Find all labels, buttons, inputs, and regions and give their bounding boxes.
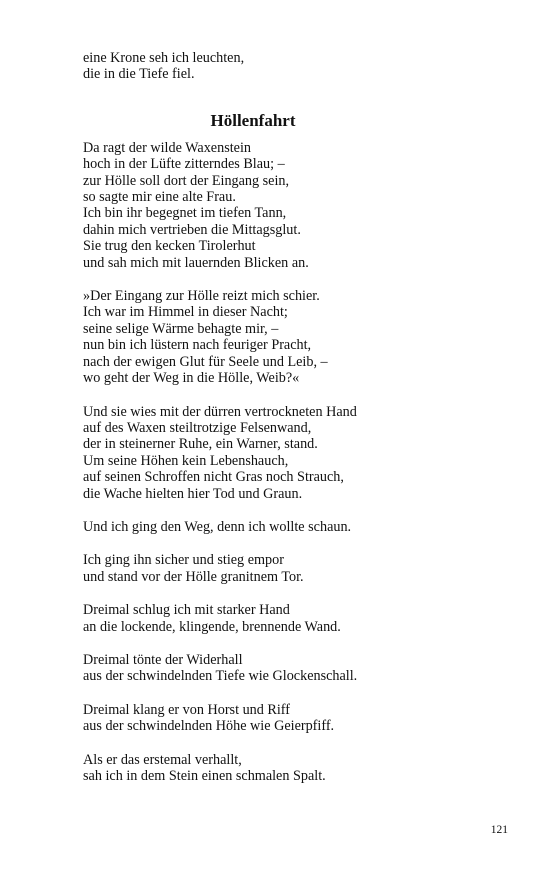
- poem-line: an die lockende, klingende, brennende Wand.: [83, 618, 341, 635]
- poem-line: nun bin ich lüstern nach feuriger Pracht,: [83, 337, 312, 354]
- poem-line: so sagte mir eine alte Frau.: [83, 189, 236, 206]
- stanza-3: [83, 404, 483, 502]
- poem-line: wo geht der Weg in die Hölle, Weib?«: [83, 370, 300, 387]
- poem-line: Ich ging ihn sicher und stieg empor: [83, 552, 284, 569]
- poem-line: der in steinerner Ruhe, ein Warner, stand.: [83, 436, 318, 453]
- poem-line: eine Krone seh ich leuchten,: [83, 50, 245, 66]
- poem-line: Um seine Höhen kein Lebenshauch,: [83, 452, 289, 469]
- poem-line: Als er das erstemal verhallt,: [83, 751, 242, 768]
- poem-line: Dreimal klang er von Horst und Riff: [83, 701, 290, 718]
- poem-line: Ich war im Himmel in dieser Nacht;: [83, 304, 288, 321]
- poem-line: Ich bin ihr begegnet im tiefen Tann,: [83, 205, 287, 222]
- poem-line: und stand vor der Hölle granitnem Tor.: [83, 568, 304, 585]
- poem-line: Und sie wies mit der dürren vertrockneten Hand: [83, 403, 357, 420]
- poem-line: Und ich ging den Weg, denn ich wollte schaun.: [83, 518, 352, 535]
- poem-line: zur Hölle soll dort der Eingang sein,: [83, 172, 290, 189]
- poem-line: die in die Tiefe fiel.: [83, 66, 195, 83]
- poem-line: Da ragt der wilde Waxenstein: [83, 139, 251, 156]
- poem-line: aus der schwindelnden Tiefe wie Glockenschall.: [83, 668, 358, 685]
- stanza-7: [83, 652, 483, 685]
- stanza-6: [83, 602, 483, 635]
- poem-line: auf des Waxen steiltrotzige Felsenwand,: [83, 419, 312, 436]
- poem-line: sah ich in dem Stein einen schmalen Spalt.: [83, 768, 326, 784]
- poem-line: auf seinen Schroffen nicht Gras noch Strauch,: [83, 469, 344, 486]
- poem-title: Höllenfahrt: [210, 110, 296, 130]
- poem-line: aus der schwindelnden Höhe wie Geierpfiff.: [83, 718, 335, 735]
- poem-line: und sah mich mit lauernden Blicken an.: [83, 254, 309, 271]
- carryover-stanza: [83, 50, 483, 83]
- stanza-9: [83, 752, 483, 785]
- stanza-1: [83, 140, 483, 271]
- stanza-8: [83, 702, 483, 735]
- page-number: 121: [490, 824, 508, 836]
- stanza-2: [83, 288, 483, 386]
- poem-line: »Der Eingang zur Hölle reizt mich schier.: [83, 288, 320, 305]
- poem-line: hoch in der Lüfte zitterndes Blau; –: [83, 156, 285, 173]
- stanza-5: [83, 552, 483, 585]
- poem-line: Dreimal tönte der Widerhall: [83, 651, 243, 668]
- poem-line: die Wache hielten hier Tod und Graun.: [83, 485, 303, 502]
- poem-line: dahin mich vertrieben die Mittagsglut.: [83, 221, 301, 238]
- poem-line: Sie trug den kecken Tirolerhut: [83, 238, 256, 255]
- stanza-4: [83, 519, 483, 535]
- poem-line: seine selige Wärme behagte mir, –: [83, 320, 279, 337]
- page-body: [83, 50, 483, 801]
- poem-line: nach der ewigen Glut für Seele und Leib, –: [83, 353, 328, 370]
- poem-line: Dreimal schlug ich mit starker Hand: [83, 602, 290, 619]
